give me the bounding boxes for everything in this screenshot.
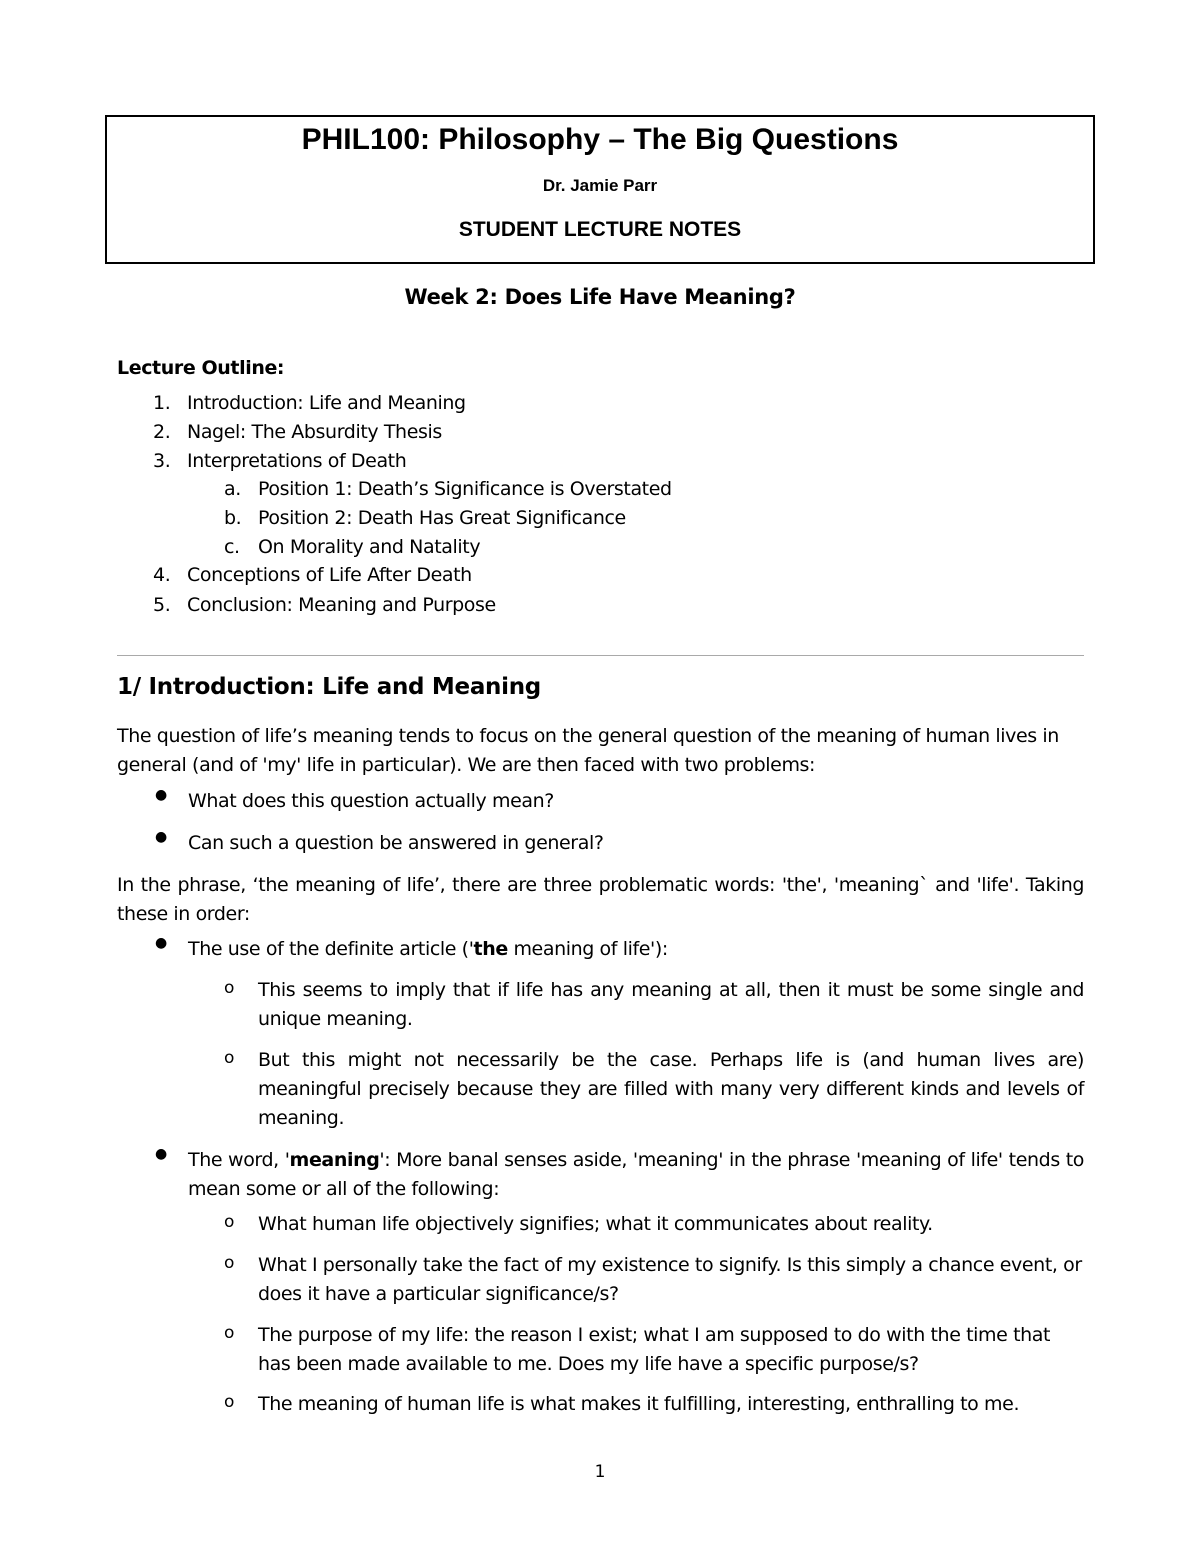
hollow-bullet-icon: o [224, 1323, 235, 1343]
text-run: meaning of life'): [507, 938, 668, 960]
outline-subitem [224, 507, 626, 529]
sub-list-item-text: But this might not necessarily be the case. Perhaps life is (and human lives are) meaningful precisely because they are filled with many very different kinds and levels of meaning. [258, 1049, 1084, 1129]
emphasis-text: the [473, 938, 508, 960]
text-run: The word, ' [188, 1149, 290, 1171]
hollow-bullet-icon: o [224, 1212, 235, 1232]
phrase-paragraph: In the phrase, ‘the meaning of life’, there are three problematic words: 'the', 'meaning` and 'life'. Taking these in order: [117, 874, 1084, 925]
outline-item [153, 594, 496, 616]
outline-item-number: 1. [153, 392, 171, 414]
outline-label: Lecture Outline: [117, 357, 285, 379]
outline-subitem-letter: b. [224, 507, 242, 529]
section-heading: 1/ Introduction: Life and Meaning [117, 674, 541, 700]
list-item-text [188, 935, 1084, 964]
emphasis-text: meaning [289, 1149, 380, 1171]
outline-item-text: Conclusion: Meaning and Purpose [187, 594, 496, 616]
outline-subitem-text: On Morality and Natality [258, 536, 481, 558]
week-title: Week 2: Does Life Have Meaning? [404, 285, 796, 309]
bullet-icon: ● [155, 829, 167, 845]
hollow-bullet-icon: o [224, 1253, 235, 1273]
notes-label: STUDENT LECTURE NOTES [458, 218, 742, 241]
outline-subitem [224, 478, 672, 500]
course-title: PHIL100: Philosophy – The Big Questions [301, 123, 899, 156]
sub-list-item-text: The meaning of human life is what makes it fulfilling, interesting, enthralling to me. [258, 1393, 1020, 1415]
outline-subitem-letter: c. [224, 536, 240, 558]
text-run: The use of the definite article (' [188, 938, 474, 960]
sub-list-item-text: The purpose of my life: the reason I exist; what I am supposed to do with the time that has been made available to me. Does my life have a specific purpose/s? [258, 1324, 1051, 1375]
outline-item-text: Conceptions of Life After Death [187, 564, 472, 586]
outline-item-text: Interpretations of Death [187, 450, 407, 472]
outline-item [153, 421, 442, 443]
outline-item-number: 3. [153, 450, 171, 472]
outline-subitem-text: Position 1: Death’s Significance is Overstated [258, 478, 672, 500]
course-header-box [105, 115, 1095, 264]
page-number: 1 [594, 1462, 606, 1482]
bullet-icon: ● [155, 787, 167, 803]
section-divider [117, 655, 1084, 656]
intro-paragraph: The question of life’s meaning tends to focus on the general question of the meaning of human lives in general (and of 'my' life in particular). We are then faced with two problems: [117, 725, 1059, 776]
hollow-bullet-icon: o [224, 978, 235, 998]
outline-item [153, 564, 472, 586]
instructor-name: Dr. Jamie Parr [542, 176, 658, 195]
sub-list-item-text: What I personally take the fact of my existence to signify. Is this simply a chance event, or does it have a particular significance/s? [258, 1254, 1082, 1305]
outline-item-number: 4. [153, 564, 171, 586]
outline-item-number: 5. [153, 594, 171, 616]
sub-list-item-text: This seems to imply that if life has any meaning at all, then it must be some single and unique meaning. [258, 979, 1084, 1030]
outline-subitem-text: Position 2: Death Has Great Significance [258, 507, 626, 529]
list-item-text: Can such a question be answered in general? [188, 832, 604, 854]
outline-subitem-letter: a. [224, 478, 241, 500]
outline-item-text: Nagel: The Absurdity Thesis [187, 421, 442, 443]
outline-item-text: Introduction: Life and Meaning [187, 392, 466, 414]
sub-list-item-text: What human life objectively signifies; what it communicates about reality. [258, 1213, 933, 1235]
bullet-icon: ● [155, 1146, 167, 1162]
outline-item [153, 392, 466, 414]
hollow-bullet-icon: o [224, 1048, 235, 1068]
hollow-bullet-icon: o [224, 1392, 235, 1412]
bullet-icon: ● [155, 935, 167, 951]
outline-subitem [224, 536, 480, 558]
text-run: ': More banal senses aside, 'meaning' in the phrase 'meaning of life' tends to mean some or all of the following: [188, 1149, 1085, 1200]
outline-item-number: 2. [153, 421, 171, 443]
outline-item [153, 450, 406, 472]
list-item-text [188, 1146, 1084, 1204]
list-item-text: What does this question actually mean? [188, 790, 554, 812]
